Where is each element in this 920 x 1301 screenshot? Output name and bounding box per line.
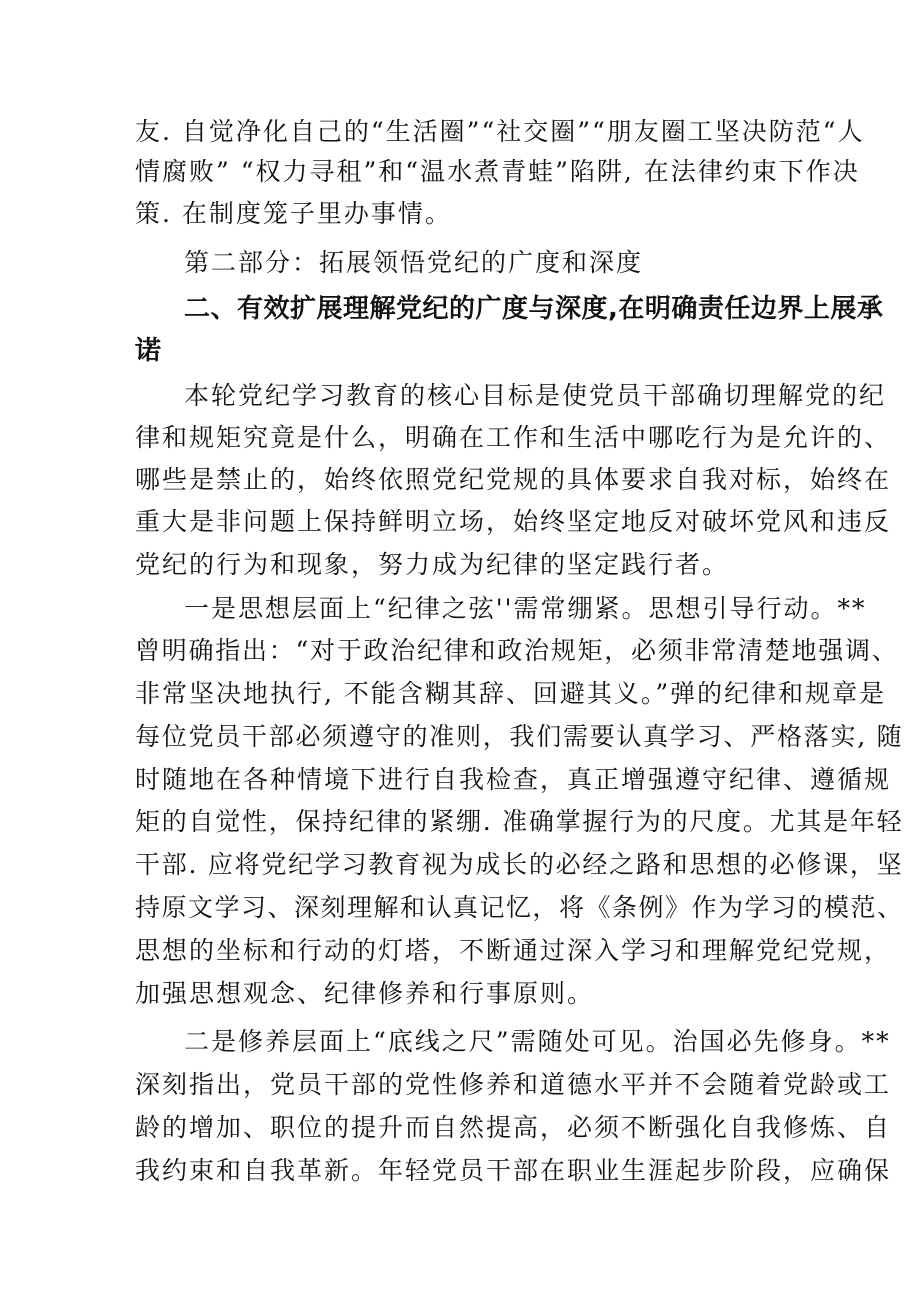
paragraph2-line-10: 加强思想观念、纪律修养和行事原则。 [135, 979, 595, 1008]
paragraph3-line-4: 我约束和自我革新。年轻党员干部在职业生涯起步阶段，应确保 [135, 1156, 892, 1185]
paragraph2-line-9: 思想的坐标和行动的灯塔，不断通过深入学习和理解党纪党规， [135, 936, 892, 965]
paragraph3-line-2: 深刻指出，党员干部的党性修养和道德水平并不会随着党龄或工 [135, 1070, 892, 1099]
paragraph2-line-3: 非常坚决地执行, 不能含糊其辞、回避其义。”弹的纪律和规章是 [135, 679, 887, 708]
paragraph1-line-1: 本轮党纪学习教育的核心目标是使党员干部确切理解党的纪 [184, 381, 887, 410]
paragraph1-line-3: 哪些是禁止的，始终依照党纪党规的具体要求自我对标，始终在 [135, 465, 892, 494]
paragraph3-line-1: 二是修养层面上“底线之尺”需随处可见。治国必先修身。** [184, 1027, 891, 1056]
paragraph1-line-5: 党纪的行为和现象，努力成为纪律的坚定践行者。 [135, 550, 730, 579]
paragraph2-line-7: 干部. 应将党纪学习教育视为成长的必经之路和思想的必修课，坚 [135, 850, 904, 879]
section-heading-line-2: 诺 [135, 336, 162, 366]
intro-line-1: 友. 自觉净化自己的“生活圈”“社交圈”“朋友圈工坚决防范“人 [135, 117, 865, 146]
paragraph1-line-2: 律和规矩究竟是什么，明确在工作和生活中哪吃行为是允许的、 [135, 423, 892, 452]
paragraph3-line-3: 龄的增加、职位的提升而自然提高，必须不断强化自我修炼、自 [135, 1113, 892, 1142]
paragraph2-line-2: 曾明确指出：“对于政治纪律和政治规矩，必须非常清楚地强调、 [135, 636, 899, 665]
paragraph2-line-6: 矩的自觉性，保持纪律的紧绷. 准确掌握行为的尺度。尤其是年轻 [135, 807, 904, 836]
section-heading-line-1: 二、有效扩展理解党纪的广度与深度,在明确责任边界上展承 [184, 294, 884, 324]
paragraph2-line-1: 一是思想层面上“纪律之弦''需常绷紧。思想引导行动。** [184, 594, 867, 623]
section-label: 第二部分：拓展领悟党纪的广度和深度 [184, 248, 644, 277]
paragraph2-line-8: 持原文学习、深刻理解和认真记忆，将《条例》作为学习的模范、 [135, 893, 904, 922]
intro-line-2: 情腐败” “权力寻租”和“温水煮青蛙”陷阱, 在法律约束下作决 [135, 157, 860, 186]
paragraph1-line-4: 重大是非问题上保持鲜明立场，始终坚定地反对破坏党风和违反 [135, 507, 892, 536]
paragraph2-line-5: 时随地在各种情境下进行自我检查，真正增强遵守纪律、遵循规 [135, 765, 892, 794]
paragraph2-line-4: 每位党员干部必须遵守的准则，我们需要认真学习、严格落实, 随 [135, 722, 904, 751]
intro-line-3: 策. 在制度笼子里办事情。 [135, 199, 452, 228]
